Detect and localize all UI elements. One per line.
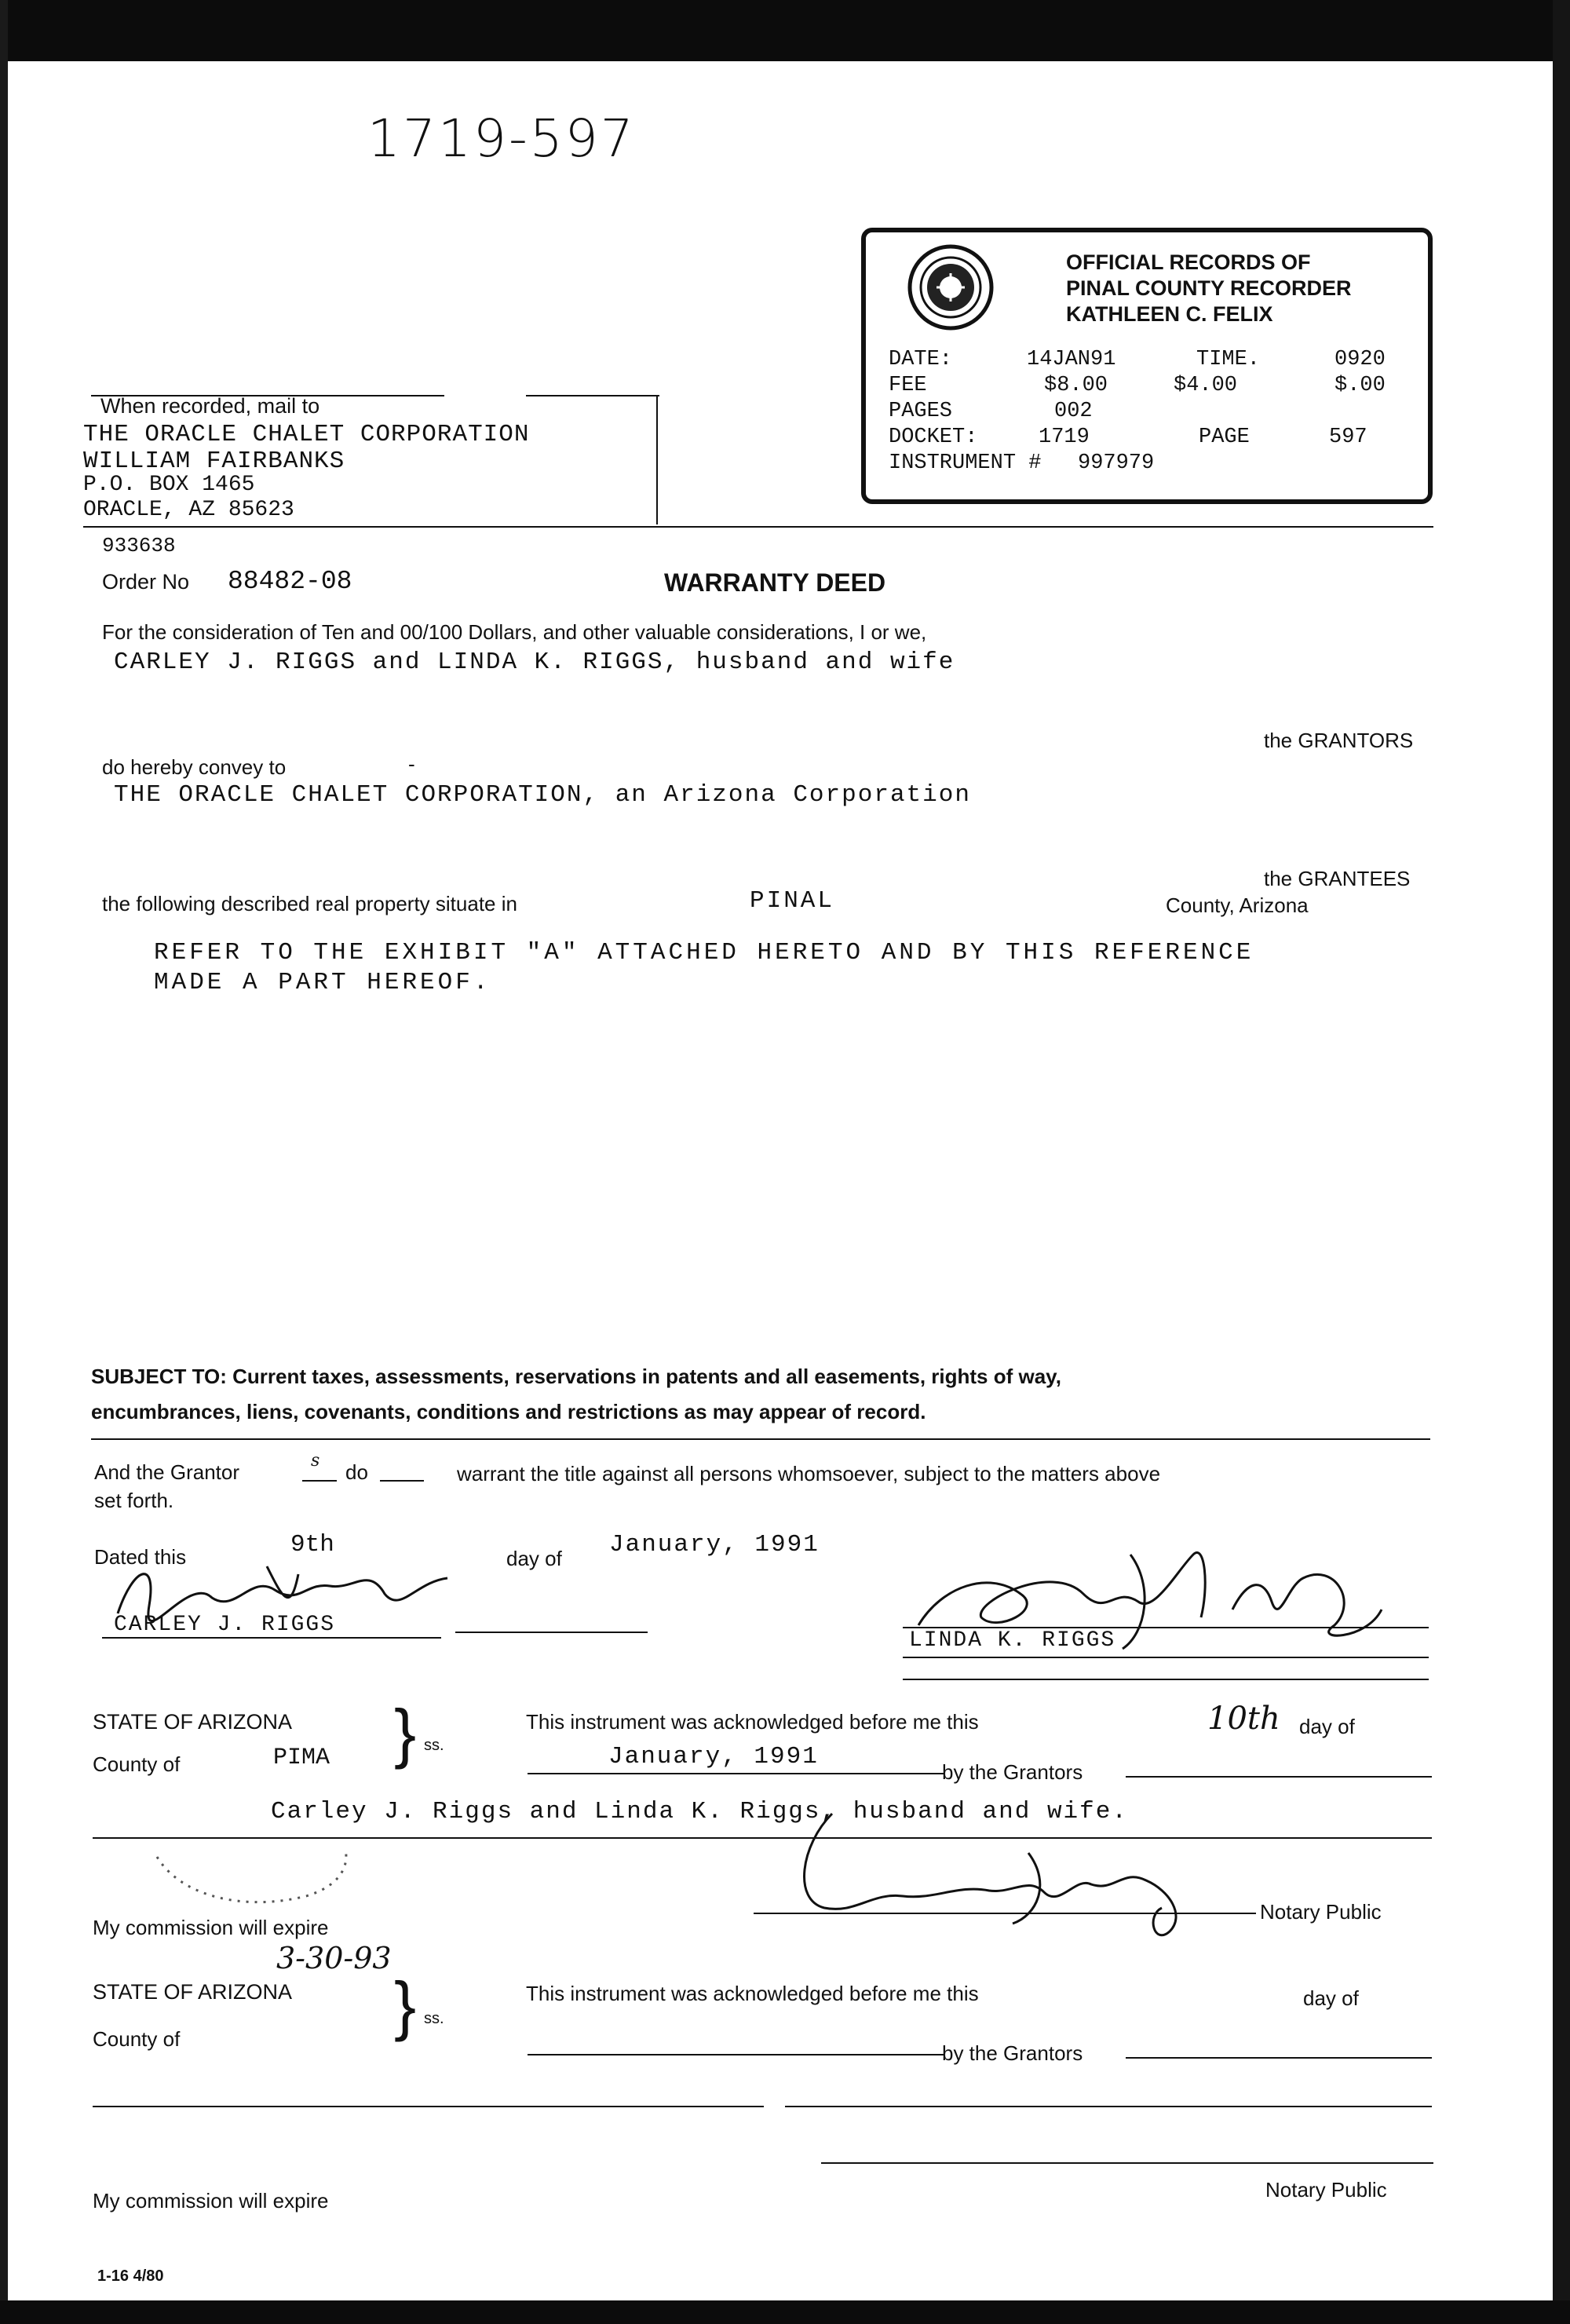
mail-to-line-2: WILLIAM FAIRBANKS — [83, 448, 345, 475]
notary2-grantors-line — [1126, 2057, 1432, 2059]
mail-to-line-4: ORACLE, AZ 85623 — [83, 498, 294, 522]
stamp-docket-label: DOCKET: — [889, 426, 978, 449]
signer-2-name: LINDA K. RIGGS — [909, 1628, 1116, 1653]
notary1-commission-label: My commission will expire — [93, 1916, 329, 1939]
dated-month-year: January, 1991 — [609, 1531, 820, 1558]
notary1-ack-day: 10th — [1207, 1701, 1280, 1737]
grantor-s-fill: s — [311, 1451, 320, 1471]
convey-dash: - — [408, 752, 415, 776]
notary2-names-line-left — [93, 2106, 764, 2107]
consideration-text: For the consideration of Ten and 00/100 Dollars, and other valuable considerations, I or we, — [102, 620, 927, 644]
order-number: 88482-08 — [228, 567, 352, 596]
notary1-state: STATE OF ARIZONA — [93, 1710, 293, 1734]
scan-border-left — [0, 0, 8, 2324]
recorder-stamp — [861, 228, 1433, 504]
stamp-line-3: KATHLEEN C. FELIX — [1066, 302, 1273, 326]
notary2-commission-label: My commission will expire — [93, 2189, 329, 2213]
stamp-pages-value: 002 — [1054, 400, 1093, 423]
subject-to-line-2: encumbrances, liens, covenants, conditions and restrictions as may appear of record. — [91, 1400, 926, 1423]
notary1-names-line — [93, 1837, 1432, 1839]
warrant-part-4: set forth. — [94, 1489, 174, 1512]
notary1-commission-date: 3-30-93 — [276, 1941, 392, 1975]
notary1-by-grantors: by the Grantors — [942, 1760, 1083, 1784]
notary2-signature-line — [821, 2162, 1433, 2164]
exhibit-line-2: MADE A PART HEREOF. — [154, 969, 491, 996]
stamp-page-label: PAGE — [1199, 426, 1250, 449]
document-title: WARRANTY DEED — [664, 568, 886, 597]
grantees-label: the GRANTEES — [1264, 867, 1411, 890]
stamp-instrument-label: INSTRUMENT # — [889, 451, 1042, 475]
notary1-county-value: PIMA — [273, 1745, 330, 1771]
stamp-line-1: OFFICIAL RECORDS OF — [1066, 250, 1311, 274]
stamp-time-value: 0920 — [1334, 348, 1386, 371]
warrant-part-2: do — [345, 1460, 368, 1484]
reference-number: 933638 — [102, 534, 176, 557]
stamp-fee-1: $8.00 — [1044, 374, 1108, 397]
scan-border-bottom — [0, 2300, 1570, 2324]
notary1-month-year: January, 1991 — [608, 1743, 819, 1770]
notary2-brace: } — [394, 1968, 417, 2042]
notary2-day-of: day of — [1303, 1986, 1359, 2010]
signer-2-line-b — [903, 1679, 1429, 1680]
county-arizona-label: County, Arizona — [1166, 893, 1309, 917]
notary1-brace: } — [394, 1696, 417, 1770]
notary1-signature-line — [754, 1913, 1256, 1914]
stamp-date-value: 14JAN91 — [1027, 348, 1116, 371]
notary2-by-grantors: by the Grantors — [942, 2041, 1083, 2065]
notary-seal-impression — [149, 1841, 361, 1916]
property-text: the following described real property situate in — [102, 892, 517, 915]
county-seal-icon — [907, 243, 995, 331]
signer-1-line — [102, 1637, 441, 1639]
signer-2-line — [903, 1657, 1429, 1658]
notary1-names: Carley J. Riggs and Linda K. Riggs, husband and wife. — [271, 1798, 1128, 1825]
notary2-date-line — [528, 2054, 944, 2055]
notary2-state: STATE OF ARIZONA — [93, 1980, 293, 2004]
grantee-name: THE ORACLE CHALET CORPORATION, an Arizona Corporation — [114, 781, 971, 809]
header-divider — [83, 526, 1433, 528]
stamp-date-label: DATE: — [889, 348, 953, 371]
notary1-ss: ss. — [424, 1737, 444, 1754]
notary1-ack-text: This instrument was acknowledged before me this — [526, 1710, 979, 1734]
notary2-ss: ss. — [424, 2010, 444, 2027]
scan-border-top — [0, 0, 1570, 61]
notary2-ack-text: This instrument was acknowledged before me this — [526, 1982, 979, 2005]
notary1-county-label: County of — [93, 1752, 181, 1776]
notary1-day-of: day of — [1299, 1715, 1355, 1738]
notary1-date-line — [528, 1773, 944, 1774]
notary1-public-label: Notary Public — [1260, 1900, 1382, 1924]
stamp-pages-label: PAGES — [889, 400, 953, 423]
mail-to-label: When recorded, mail to — [100, 394, 320, 418]
stamp-instrument-value: 997979 — [1078, 451, 1155, 475]
subject-to-line-1: SUBJECT TO: Current taxes, assessments, reservations in patents and all easements, rights of way, — [91, 1365, 1061, 1388]
stamp-page-value: 597 — [1329, 426, 1367, 449]
document-number: 1719-597 — [367, 108, 636, 169]
county-value: PINAL — [750, 887, 835, 915]
grantors-names: CARLEY J. RIGGS and LINDA K. RIGGS, husband and wife — [114, 649, 955, 676]
stamp-fee-2: $4.00 — [1174, 374, 1238, 397]
stamp-line-2: PINAL COUNTY RECORDER — [1066, 276, 1352, 300]
mail-to-line-1: THE ORACLE CHALET CORPORATION — [83, 421, 530, 448]
exhibit-line-1: REFER TO THE EXHIBIT "A" ATTACHED HERETO AND BY THIS REFERENCE — [154, 939, 1254, 967]
do-blank — [380, 1480, 424, 1482]
mail-to-line-3: P.O. BOX 1465 — [83, 473, 255, 497]
stamp-fee-label: FEE — [889, 374, 927, 397]
dated-day: 9th — [290, 1531, 334, 1558]
mail-to-right-rule — [656, 395, 658, 524]
warrant-part-1: And the Grantor — [94, 1460, 239, 1484]
scan-border-right — [1553, 0, 1570, 2324]
signer-1-name: CARLEY J. RIGGS — [114, 1613, 336, 1637]
stamp-time-label: TIME. — [1196, 348, 1261, 371]
dated-label: Dated this — [94, 1545, 187, 1569]
signer-2-line-top — [903, 1627, 1429, 1628]
order-label: Order No — [102, 570, 190, 594]
notary1-grantors-line — [1126, 1776, 1432, 1778]
stamp-docket-value: 1719 — [1039, 426, 1090, 449]
warrant-part-3: warrant the title against all persons whomsoever, subject to the matters above — [457, 1462, 1161, 1485]
dated-day-of: day of — [506, 1547, 562, 1570]
grantors-label: the GRANTORS — [1264, 729, 1414, 752]
subject-divider — [91, 1438, 1430, 1440]
mail-to-top-rule-right — [526, 395, 659, 396]
notary-signature — [777, 1798, 1217, 1951]
notary2-names-line-right — [785, 2106, 1432, 2107]
notary2-public-label: Notary Public — [1265, 2178, 1387, 2202]
signer-1-line-b — [455, 1632, 648, 1633]
form-code: 1-16 4/80 — [97, 2267, 164, 2285]
convey-text: do hereby convey to — [102, 755, 287, 779]
notary2-county-label: County of — [93, 2027, 181, 2051]
grantor-s-blank — [302, 1480, 337, 1482]
stamp-fee-3: $.00 — [1334, 374, 1386, 397]
